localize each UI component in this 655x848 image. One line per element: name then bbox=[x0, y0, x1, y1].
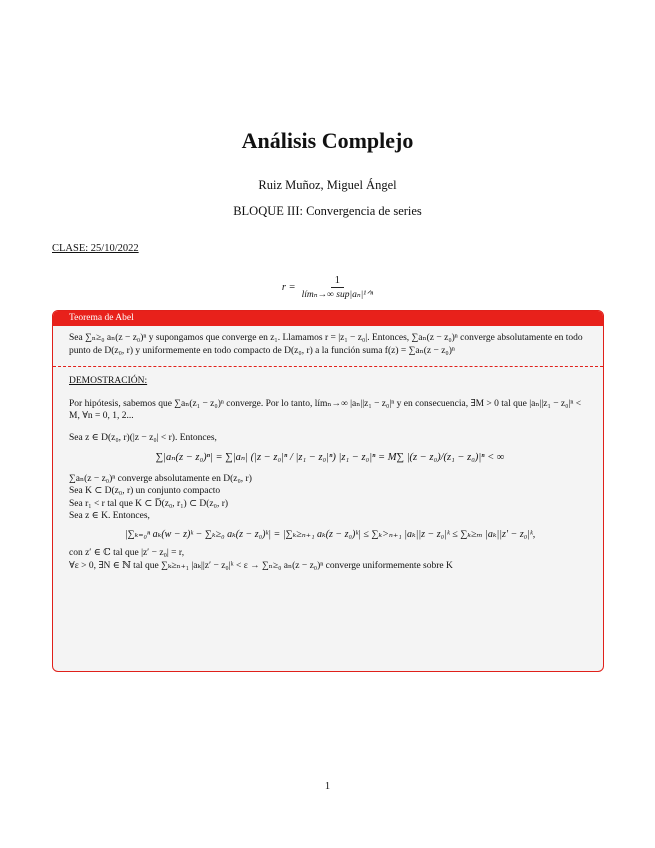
theorem-statement: Sea ∑ₙ≥₀ aₙ(z − z₀)ⁿ y supongamos que converge en z₁. Llamamos r = |z₁ − z₀|. Entonces, ∑aₙ(z − z₀)ⁿ converge absolutamente en todo punto de D(z₀, r) y uniformemente en todo compacto de D(z₀, r) a la función suma f(z) = ∑aₙ(z − z₀)ⁿ bbox=[69, 333, 583, 356]
formula-fraction bbox=[302, 275, 374, 300]
formula-numerator: 1 bbox=[331, 275, 344, 288]
page-number: 1 bbox=[324, 781, 331, 792]
proof-paragraph-1: Por hipótesis, sabemos que ∑aₙ(z₁ − z₀)ⁿ converge. Por lo tanto, límₙ→∞ |aₙ||z₁ − z₀|ⁿ y en consecuencia, ∃M > 0 tal que |aₙ||z₁ − z₀|ⁿ < M, ∀n = 0, 1, 2... bbox=[69, 398, 582, 421]
radius-formula bbox=[0, 275, 655, 300]
theorem-box bbox=[52, 310, 604, 672]
equation-1: ∑|aₙ(z − z₀)ⁿ| = ∑|aₙ| (|z − z₀|ⁿ / |z₁ − z₀|ⁿ) |z₁ − z₀|ⁿ = M∑ |(z − z₀)/(z₁ − z₀)|ⁿ < ∞ bbox=[155, 452, 505, 463]
formula-denominator: límₙ→∞ sup|aₙ|¹ᐟⁿ bbox=[301, 290, 374, 300]
document-title: Análisis Complejo bbox=[241, 128, 414, 153]
subtitle: BLOQUE III: Convergencia de series bbox=[233, 204, 422, 218]
proof-heading: DEMOSTRACIÓN: bbox=[69, 376, 148, 386]
formula-lhs: r = bbox=[281, 282, 296, 293]
proof-line-2: Sea K ⊂ D(z₀, r) un conjunto compacto bbox=[69, 486, 221, 496]
class-date: CLASE: 25/10/2022 bbox=[52, 243, 139, 254]
equation-2: |∑ₖ₌₀ⁿ aₖ(w − z)ᵏ − ∑ₖ≥₀ aₖ(z − z₀)ᵏ| = |∑ₖ≥ₙ₊₁ aₖ(z − z₀)ᵏ| ≤ ∑ₖ>ₙ₊₁ |aₖ||z − z₀|ᵏ ≤ ∑ₖ≥ₘ |aₖ||z′ − z₀|ᵏ, bbox=[124, 528, 536, 540]
author: Ruiz Muñoz, Miguel Ángel bbox=[258, 178, 397, 192]
proof-section bbox=[53, 367, 603, 572]
theorem-header: Teorema de Abel bbox=[53, 311, 603, 326]
proof-line-6: ∀ε > 0, ∃N ∈ ℕ tal que ∑ₖ≥ₙ₊₁ |aₖ||z′ − z₀|ᵏ < ε → ∑ₙ≥₀ aₙ(z − z₀)ⁿ converge uniformemente sobre K bbox=[69, 560, 453, 571]
proof-line-3: Sea r₁ < r tal que K ⊂ D̅(z₀, r₁) ⊂ D(z₀, r) bbox=[69, 498, 229, 509]
proof-line-5: con z′ ∈ ℂ tal que |z′ − z₀| = r, bbox=[69, 548, 185, 558]
proof-line-1: ∑aₙ(z − z₀)ⁿ converge absolutamente en D(z₀, r) bbox=[69, 473, 252, 484]
proof-paragraph-2: Sea z ∈ D(z₀, r)(|z − z₀| < r). Entonces, bbox=[69, 432, 217, 443]
proof-line-4: Sea z ∈ K. Entonces, bbox=[69, 511, 150, 521]
